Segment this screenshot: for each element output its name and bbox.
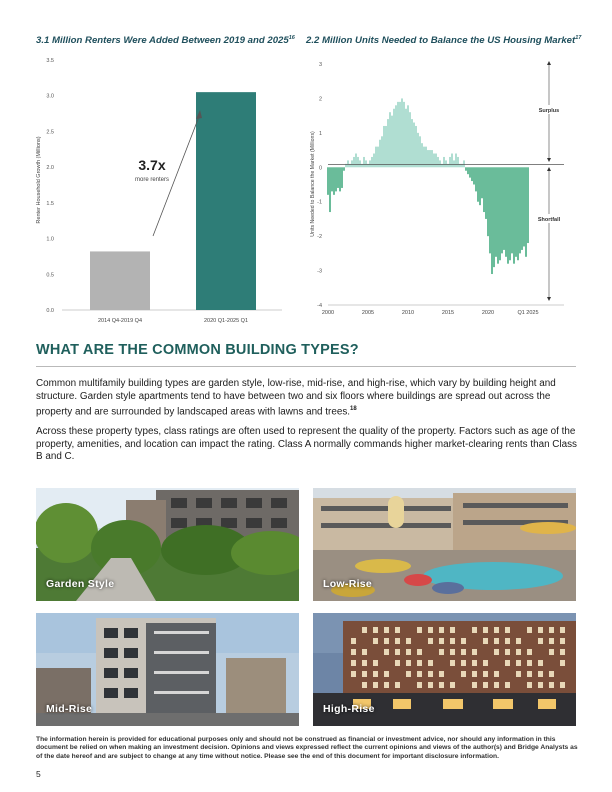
garden-style-label: Garden Style bbox=[46, 578, 115, 590]
chart2-y-tick-label: -2 bbox=[317, 234, 322, 241]
chart1-y-tick-label: 2.0 bbox=[46, 165, 54, 172]
chart1-footnote: 16 bbox=[288, 35, 295, 41]
chart2-bar bbox=[425, 147, 426, 168]
chart1-y-axis-label: Renter Household Growth (Millions) bbox=[36, 136, 42, 224]
chart2-bar bbox=[355, 154, 356, 168]
growth-arrow bbox=[153, 114, 200, 236]
chart2-bar bbox=[411, 119, 412, 167]
chart2-bar bbox=[329, 167, 330, 212]
chart2-bar bbox=[513, 167, 514, 263]
paragraph-building-types-text: Common multifamily building types are garden style, low-rise, mid-rise, and high-rise, which vary by building height and structure. Garden style apartments tend to have between two and six floors where buildings are spread out across the property and are surrounded by landscaped areas with lawns and trees. bbox=[36, 378, 556, 418]
chart2-y-tick-label: -1 bbox=[317, 199, 322, 206]
chart2-bar bbox=[451, 154, 452, 168]
chart2-bar bbox=[385, 126, 386, 167]
chart2-bar bbox=[437, 157, 438, 167]
chart2-bar bbox=[335, 167, 336, 191]
chart2-bar bbox=[333, 167, 334, 195]
chart2-bar bbox=[397, 102, 398, 167]
renter-growth-chart bbox=[30, 50, 290, 330]
chart1-x-tick-label: 2020 Q1-2025 Q1 bbox=[203, 318, 249, 324]
chart2-bar bbox=[393, 109, 394, 168]
chart1-y-tick-label: 1.5 bbox=[46, 200, 54, 207]
chart2-bar bbox=[515, 167, 516, 257]
disclaimer: The information herein is provided for educational purposes only and should not be construed as financial or investment advice, nor should any information in this document be relied on when making an investment decision. Opinions and views expressed reflect the current opinions and views of the author(s) and Bridge Analysts as of the date hereof and are subject to change at any time without notice. Please see the end of this document for important disclosure information. bbox=[36, 736, 578, 760]
chart2-x-tick-label: 2015 bbox=[441, 310, 455, 316]
paragraph-building-types bbox=[36, 378, 578, 419]
chart2-bar bbox=[485, 167, 486, 219]
chart2-bar bbox=[511, 167, 512, 253]
chart2-y-tick-label: 0 bbox=[318, 165, 322, 172]
chart2-bar bbox=[473, 167, 474, 184]
chart2-x-tick-label: 2020 bbox=[481, 310, 495, 316]
chart2-bar bbox=[383, 126, 384, 167]
chart2-bar bbox=[435, 154, 436, 168]
chart1-y-tick-label: 1.0 bbox=[46, 236, 54, 243]
chart2-x-tick-label: 2010 bbox=[401, 310, 415, 316]
chart2-bar bbox=[443, 157, 444, 167]
chart2-y-axis-label: Units Needed to Balance the Market (Millions) bbox=[310, 131, 316, 237]
chart2-bar bbox=[445, 160, 446, 167]
chart2-bar bbox=[503, 167, 504, 250]
chart2-bar bbox=[341, 167, 342, 188]
footnote-18: 18 bbox=[350, 406, 357, 413]
chart2-bar bbox=[453, 160, 454, 167]
chart2-bar bbox=[347, 160, 348, 167]
chart2-bar bbox=[463, 160, 464, 167]
chart2-y-tick-label: -3 bbox=[317, 268, 322, 275]
low-rise-photo bbox=[313, 488, 576, 601]
chart2-bar bbox=[409, 112, 410, 167]
chart2-bar bbox=[465, 167, 466, 170]
chart2-title-text: 2.2 Million Units Needed to Balance the US Housing Market bbox=[306, 35, 576, 47]
chart2-bar bbox=[471, 167, 472, 181]
chart2-bar bbox=[377, 147, 378, 168]
chart1-y-tick-label: 0.5 bbox=[46, 272, 54, 279]
chart2-x-tick-label: Q1 2025 bbox=[517, 310, 539, 316]
chart2-bar bbox=[421, 143, 422, 167]
chart2-bar bbox=[351, 160, 352, 167]
chart2-footnote: 17 bbox=[575, 35, 582, 41]
chart2-bar bbox=[353, 157, 354, 167]
chart2-bar bbox=[439, 160, 440, 167]
chart2-bar bbox=[523, 167, 524, 246]
chart2-bar bbox=[399, 102, 400, 167]
chart1-y-tick-label: 2.5 bbox=[46, 129, 54, 136]
chart2-bar bbox=[521, 167, 522, 250]
chart1-bar bbox=[90, 251, 150, 310]
chart2-bar bbox=[497, 167, 498, 263]
page-number: 5 bbox=[36, 769, 41, 779]
section-divider bbox=[36, 366, 576, 367]
chart2-y-tick-label: 2 bbox=[318, 96, 322, 103]
chart2-bar bbox=[369, 160, 370, 167]
chart2-bar bbox=[449, 157, 450, 167]
chart2-bar bbox=[517, 167, 518, 260]
chart2-bar bbox=[469, 167, 470, 177]
chart1-y-tick-label: 0.0 bbox=[46, 308, 54, 314]
shortfall-arrow-down-icon bbox=[547, 297, 551, 301]
chart2-bar bbox=[339, 167, 340, 191]
chart2-bar bbox=[495, 167, 496, 257]
low-rise-label: Low-Rise bbox=[323, 578, 373, 590]
surplus-label: Surplus bbox=[538, 108, 560, 114]
chart2-bar bbox=[487, 167, 488, 236]
chart2-bar bbox=[379, 140, 380, 168]
chart2-title bbox=[306, 35, 581, 46]
chart2-bar bbox=[387, 119, 388, 167]
chart2-bar bbox=[525, 167, 526, 257]
section-heading: WHAT ARE THE COMMON BUILDING TYPES? bbox=[36, 342, 359, 358]
chart2-bar bbox=[389, 112, 390, 167]
chart2-bar bbox=[337, 167, 338, 188]
chart1-bar bbox=[196, 92, 256, 310]
chart2-bar bbox=[467, 167, 468, 174]
chart2-bar bbox=[381, 136, 382, 167]
mid-rise-photo bbox=[36, 613, 299, 726]
surplus-arrow-down-icon bbox=[547, 158, 551, 162]
chart2-bar bbox=[375, 147, 376, 168]
chart2-bar bbox=[343, 167, 344, 170]
chart1-y-tick-label: 3.5 bbox=[46, 58, 54, 64]
chart2-bar bbox=[401, 98, 402, 167]
chart2-bar bbox=[363, 157, 364, 167]
high-rise-photo bbox=[313, 613, 576, 726]
chart1-y-tick-label: 3.0 bbox=[46, 93, 54, 100]
chart2-bar bbox=[477, 167, 478, 201]
high-rise-label: High-Rise bbox=[323, 703, 375, 715]
chart2-x-tick-label: 2005 bbox=[361, 310, 375, 316]
chart2-bar bbox=[483, 167, 484, 212]
chart2-bar bbox=[407, 105, 408, 167]
paragraph-class-ratings: Across these property types, class ratings are often used to represent the quality of the property. Factors such as age of the property, amenities, and location can impact the rating. Class A normally commands higher market-clearing rents than Class B and C. bbox=[36, 426, 577, 463]
chart2-bar bbox=[505, 167, 506, 257]
chart2-bar bbox=[391, 116, 392, 168]
chart2-bar bbox=[371, 157, 372, 167]
chart2-bar bbox=[405, 109, 406, 168]
chart2-bar bbox=[509, 167, 510, 260]
growth-caption: more renters bbox=[134, 177, 170, 183]
chart2-bar bbox=[357, 157, 358, 167]
chart2-bar bbox=[493, 167, 494, 267]
growth-multiple: 3.7x bbox=[138, 157, 166, 173]
surplus-arrow-up-icon bbox=[547, 61, 551, 65]
shortfall-label: Shortfall bbox=[537, 217, 561, 223]
chart2-bar bbox=[413, 123, 414, 168]
housing-balance-chart bbox=[306, 50, 581, 330]
chart2-x-tick-label: 2000 bbox=[321, 310, 335, 316]
chart1-x-tick-label: 2014 Q4-2019 Q4 bbox=[97, 318, 143, 324]
chart2-bar bbox=[395, 105, 396, 167]
chart2-bar bbox=[419, 136, 420, 167]
chart2-bar bbox=[373, 154, 374, 168]
chart2-bar bbox=[507, 167, 508, 263]
garden-style-photo bbox=[36, 488, 299, 601]
chart2-bar bbox=[519, 167, 520, 253]
chart2-y-tick-label: -4 bbox=[317, 303, 322, 309]
chart2-bar bbox=[415, 126, 416, 167]
chart2-bar bbox=[457, 157, 458, 167]
chart2-bar bbox=[481, 167, 482, 198]
chart2-bar bbox=[527, 167, 528, 243]
chart2-y-tick-label: 1 bbox=[318, 130, 322, 137]
shortfall-arrow-up-icon bbox=[547, 167, 551, 171]
chart2-bar bbox=[403, 102, 404, 167]
chart1-title-text: 3.1 Million Renters Were Added Between 2019 and 2025 bbox=[36, 35, 289, 47]
chart2-bar bbox=[331, 167, 332, 191]
chart2-bar bbox=[359, 160, 360, 167]
chart1-title bbox=[36, 35, 295, 46]
chart2-bar bbox=[327, 167, 328, 195]
chart2-bar bbox=[491, 167, 492, 274]
chart2-bar bbox=[423, 147, 424, 168]
mid-rise-label: Mid-Rise bbox=[46, 703, 93, 715]
chart2-bar bbox=[365, 160, 366, 167]
chart2-bar bbox=[501, 167, 502, 253]
chart2-bar bbox=[433, 154, 434, 168]
chart2-bar bbox=[455, 154, 456, 168]
chart2-y-tick-label: 3 bbox=[318, 62, 322, 68]
chart2-bar bbox=[489, 167, 490, 253]
chart2-bar bbox=[499, 167, 500, 260]
chart2-bar bbox=[417, 133, 418, 167]
chart2-bar bbox=[475, 167, 476, 191]
chart2-bar bbox=[479, 167, 480, 205]
